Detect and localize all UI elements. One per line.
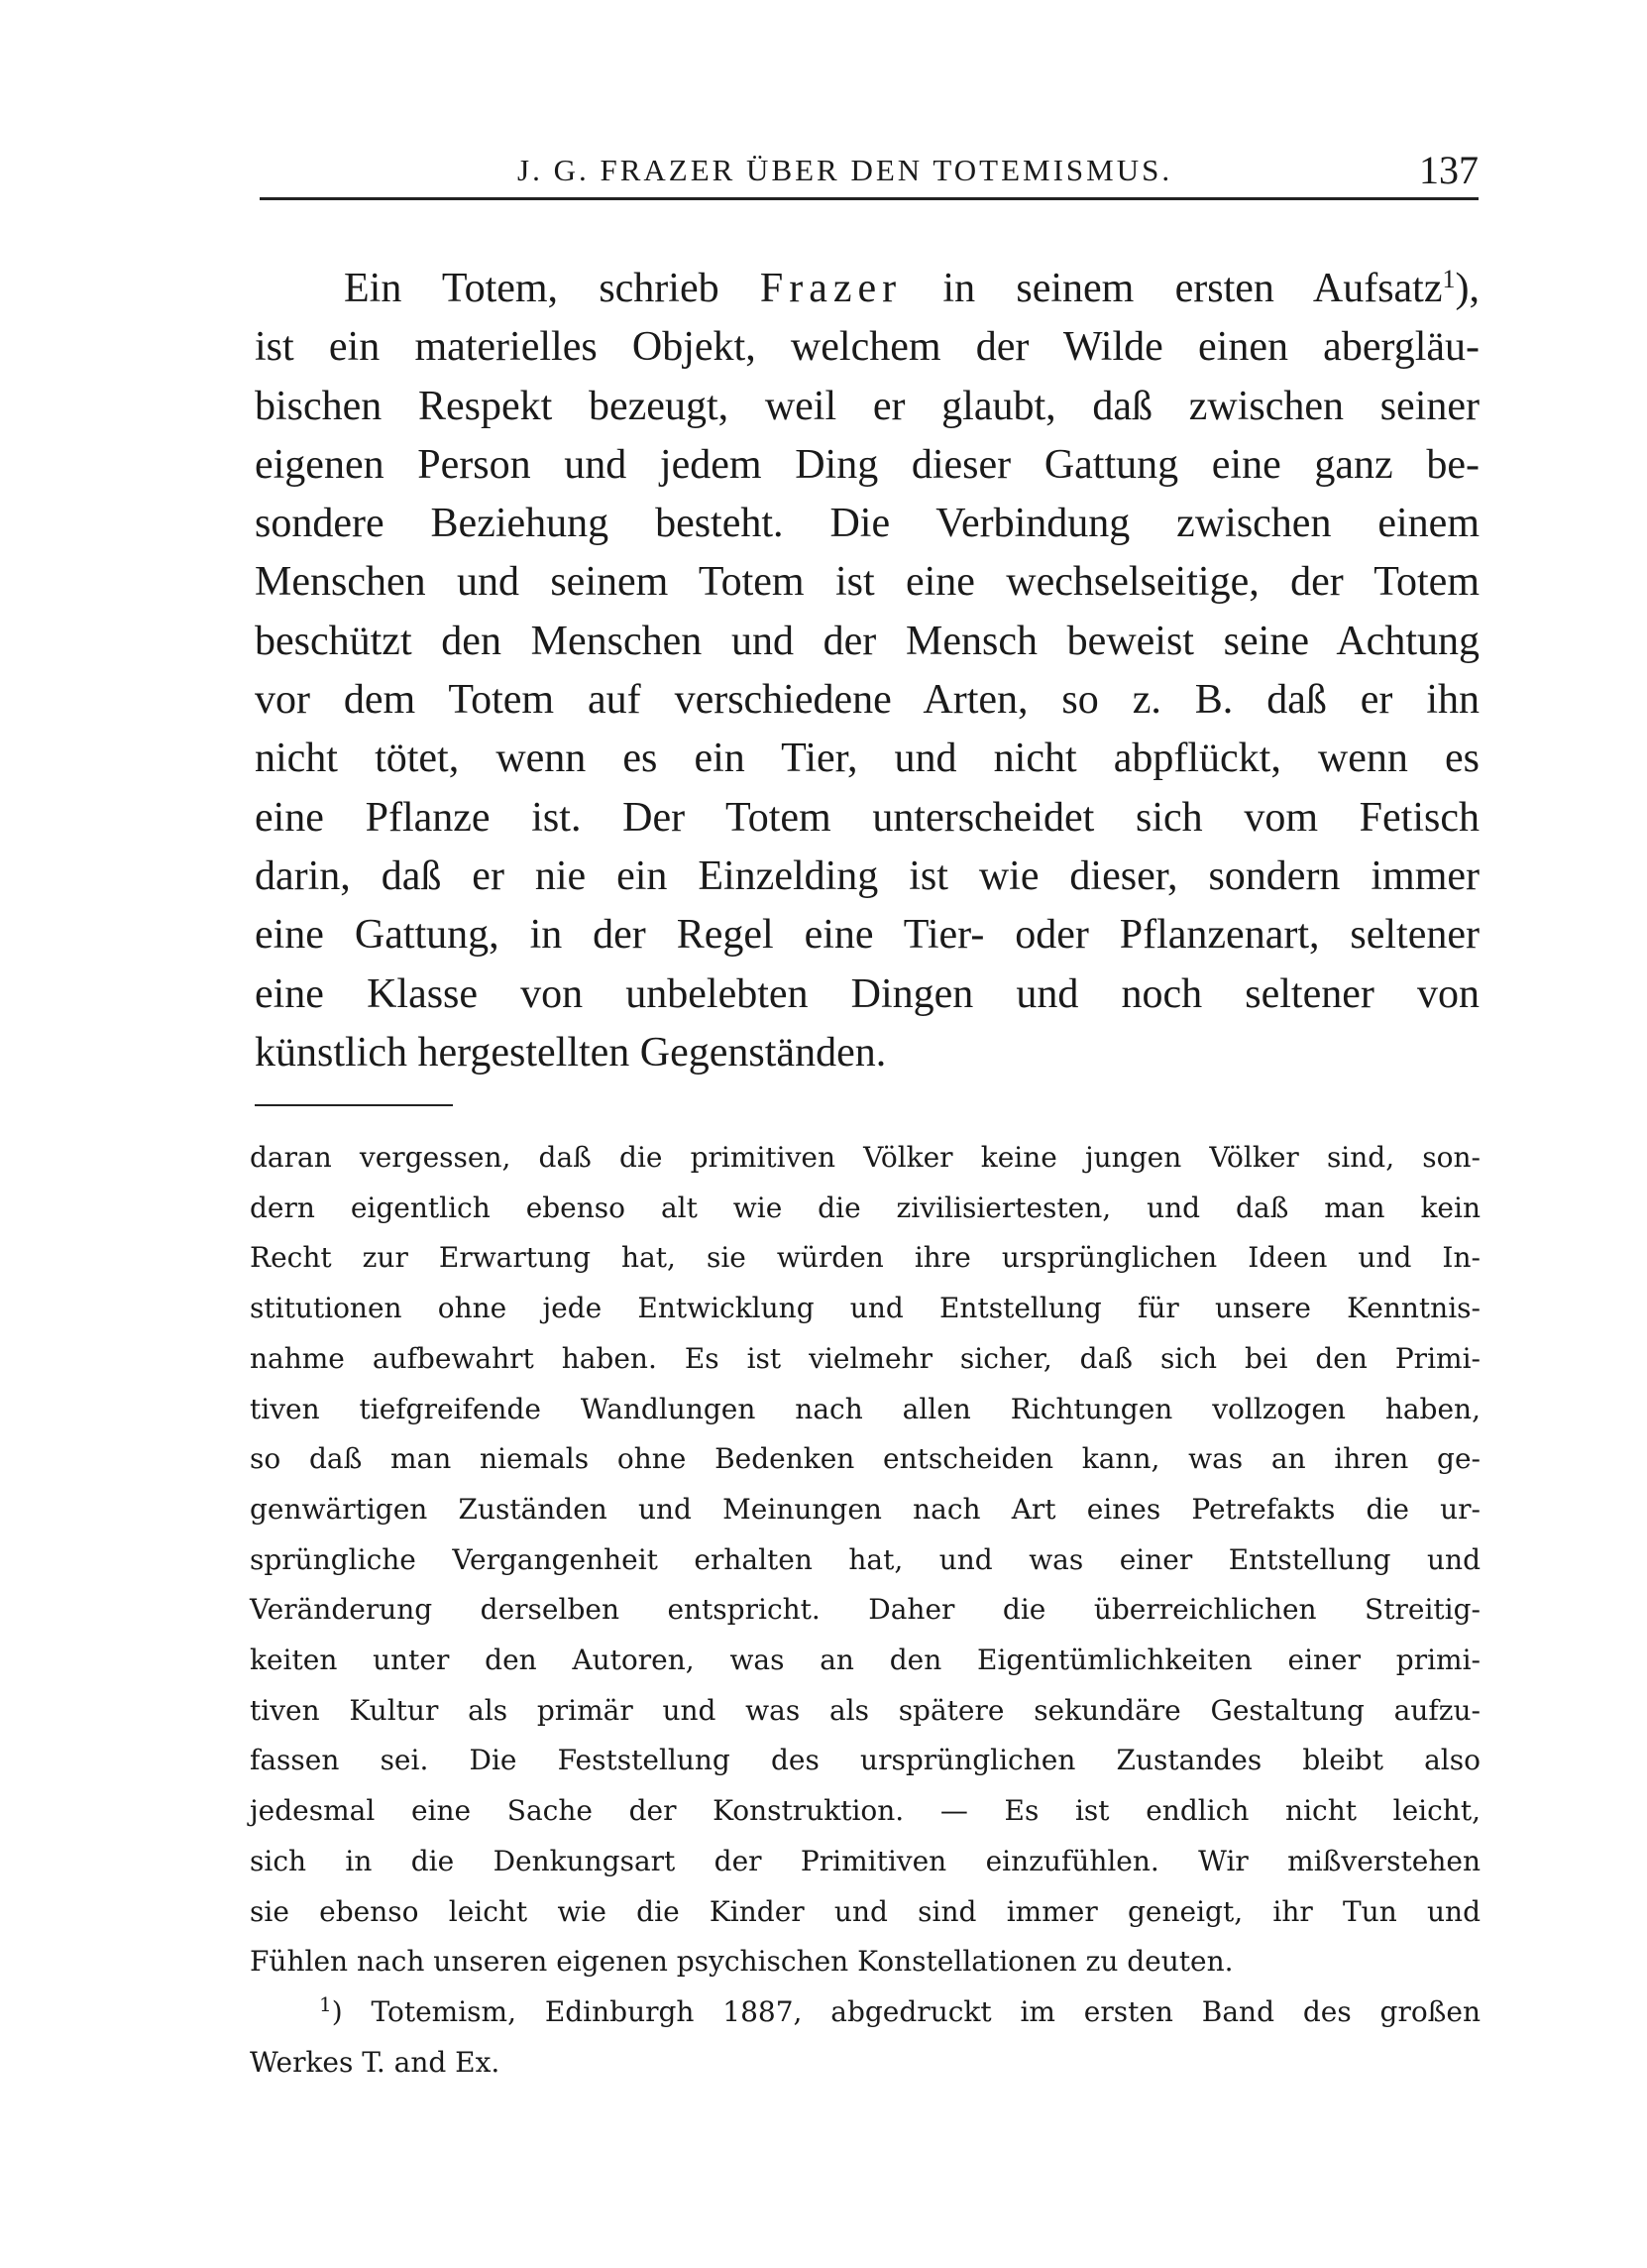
main-line: eine Gattung, in der Regel eine Tier- oder Pflanzenart, seltener: [255, 912, 1480, 959]
footnote-line: daran vergessen, daß die primitiven Völker keine jungen Völker sind, son-: [250, 1141, 1481, 1174]
footnote-rule: [255, 1104, 453, 1106]
page-number: 137: [1419, 148, 1479, 192]
footnote-line: sprüngliche Vergangenheit erhalten hat, und was einer Entstellung und: [250, 1542, 1481, 1576]
footnote-marker: 1: [319, 1991, 332, 2016]
footnote-line: so daß man niemals ohne Bedenken entscheiden kann, was an ihren ge-: [250, 1442, 1481, 1476]
author-name: Frazer: [759, 266, 903, 311]
main-line: sondere Beziehung besteht. Die Verbindung zwischen einem: [255, 501, 1480, 547]
main-line: künstlich hergestellten Gegenständen.: [255, 1029, 887, 1076]
main-line: vor dem Totem auf verschiedene Arten, so z. B. daß er ihn: [255, 677, 1480, 724]
footnote-line: sie ebenso leicht wie die Kinder und sind immer geneigt, ihr Tun und: [250, 1894, 1481, 1928]
footnote-reference: 1: [1442, 265, 1456, 293]
main-line: nicht tötet, wenn es ein Tier, und nicht abpflückt, wenn es: [255, 736, 1480, 782]
main-line: eine Klasse von unbelebten Dingen und noch seltener von: [255, 970, 1480, 1017]
footnote-line: sich in die Denkungsart der Primitiven einzufühlen. Wir mißverstehen: [250, 1844, 1481, 1877]
footnote-area: [250, 1133, 1481, 2088]
footnote-line: tiven tiefgreifende Wandlungen nach allen Richtungen vollzogen haben,: [250, 1392, 1481, 1425]
footnote-line: tiven Kultur als primär und was als spätere sekundäre Gestaltung aufzu-: [250, 1693, 1481, 1727]
footnote-line: nahme aufbewahrt haben. Es ist vielmehr sicher, daß sich bei den Primi-: [250, 1341, 1481, 1375]
footnote-line: Fühlen nach unseren eigenen psychischen Konstellationen zu deuten.: [250, 1945, 1234, 1979]
footnote-line: genwärtigen Zuständen und Meinungen nach Art eines Petrefakts die ur-: [250, 1492, 1481, 1526]
footnote-1: $^1$) Totemism, Edinburgh 1887, abgedruckt im ersten Band des großen: [319, 1991, 1481, 2028]
footnote-line: fassen sei. Die Feststellung des ursprünglichen Zustandes bleibt also: [250, 1744, 1481, 1777]
running-head: [260, 147, 1479, 196]
main-line: bischen Respekt bezeugt, weil er glaubt, daß zwischen seiner: [255, 383, 1480, 429]
running-title: J. G. FRAZER ÜBER DEN TOTEMISMUS.: [517, 153, 1173, 187]
footnote-line: jedesmal eine Sache der Konstruktion. — Es ist endlich nicht leicht,: [250, 1794, 1481, 1828]
main-paragraph: [255, 260, 1480, 1082]
footnote-line: keiten unter den Autoren, was an den Eigentümlichkeiten einer primi-: [250, 1644, 1481, 1677]
main-line: beschützt den Menschen und der Mensch beweist seine Achtung: [255, 618, 1480, 664]
main-line: eigenen Person und jedem Ding dieser Gattung eine ganz be-: [255, 441, 1480, 488]
main-line: darin, daß er nie ein Einzelding ist wie dieser, sondern immer: [255, 852, 1480, 899]
footnote-line: Veränderung derselben entspricht. Daher die überreichlichen Streitig-: [250, 1593, 1481, 1627]
main-line: Ein Totem, schrieb Frazer in seinem ersten Aufsatz$^1$),: [344, 265, 1480, 311]
footnote-line: Recht zur Erwartung hat, sie würden ihre ursprünglichen Ideen und In-: [250, 1241, 1481, 1275]
main-line: ist ein materielles Objekt, welchem der Wilde einen abergläu-: [255, 324, 1480, 371]
footnote-line: stitutionen ohne jede Entwicklung und Entstellung für unsere Kenntnis-: [250, 1292, 1481, 1325]
footnote-1-line-2: Werkes T. and Ex.: [250, 2045, 500, 2079]
main-line: Menschen und seinem Totem ist eine wechselseitige, der Totem: [255, 559, 1480, 606]
header-rule: [260, 197, 1479, 200]
footnote-line: dern eigentlich ebenso alt wie die zivilisiertesten, und daß man kein: [250, 1191, 1481, 1224]
main-line: eine Pflanze ist. Der Totem unterscheidet sich vom Fetisch: [255, 794, 1480, 841]
